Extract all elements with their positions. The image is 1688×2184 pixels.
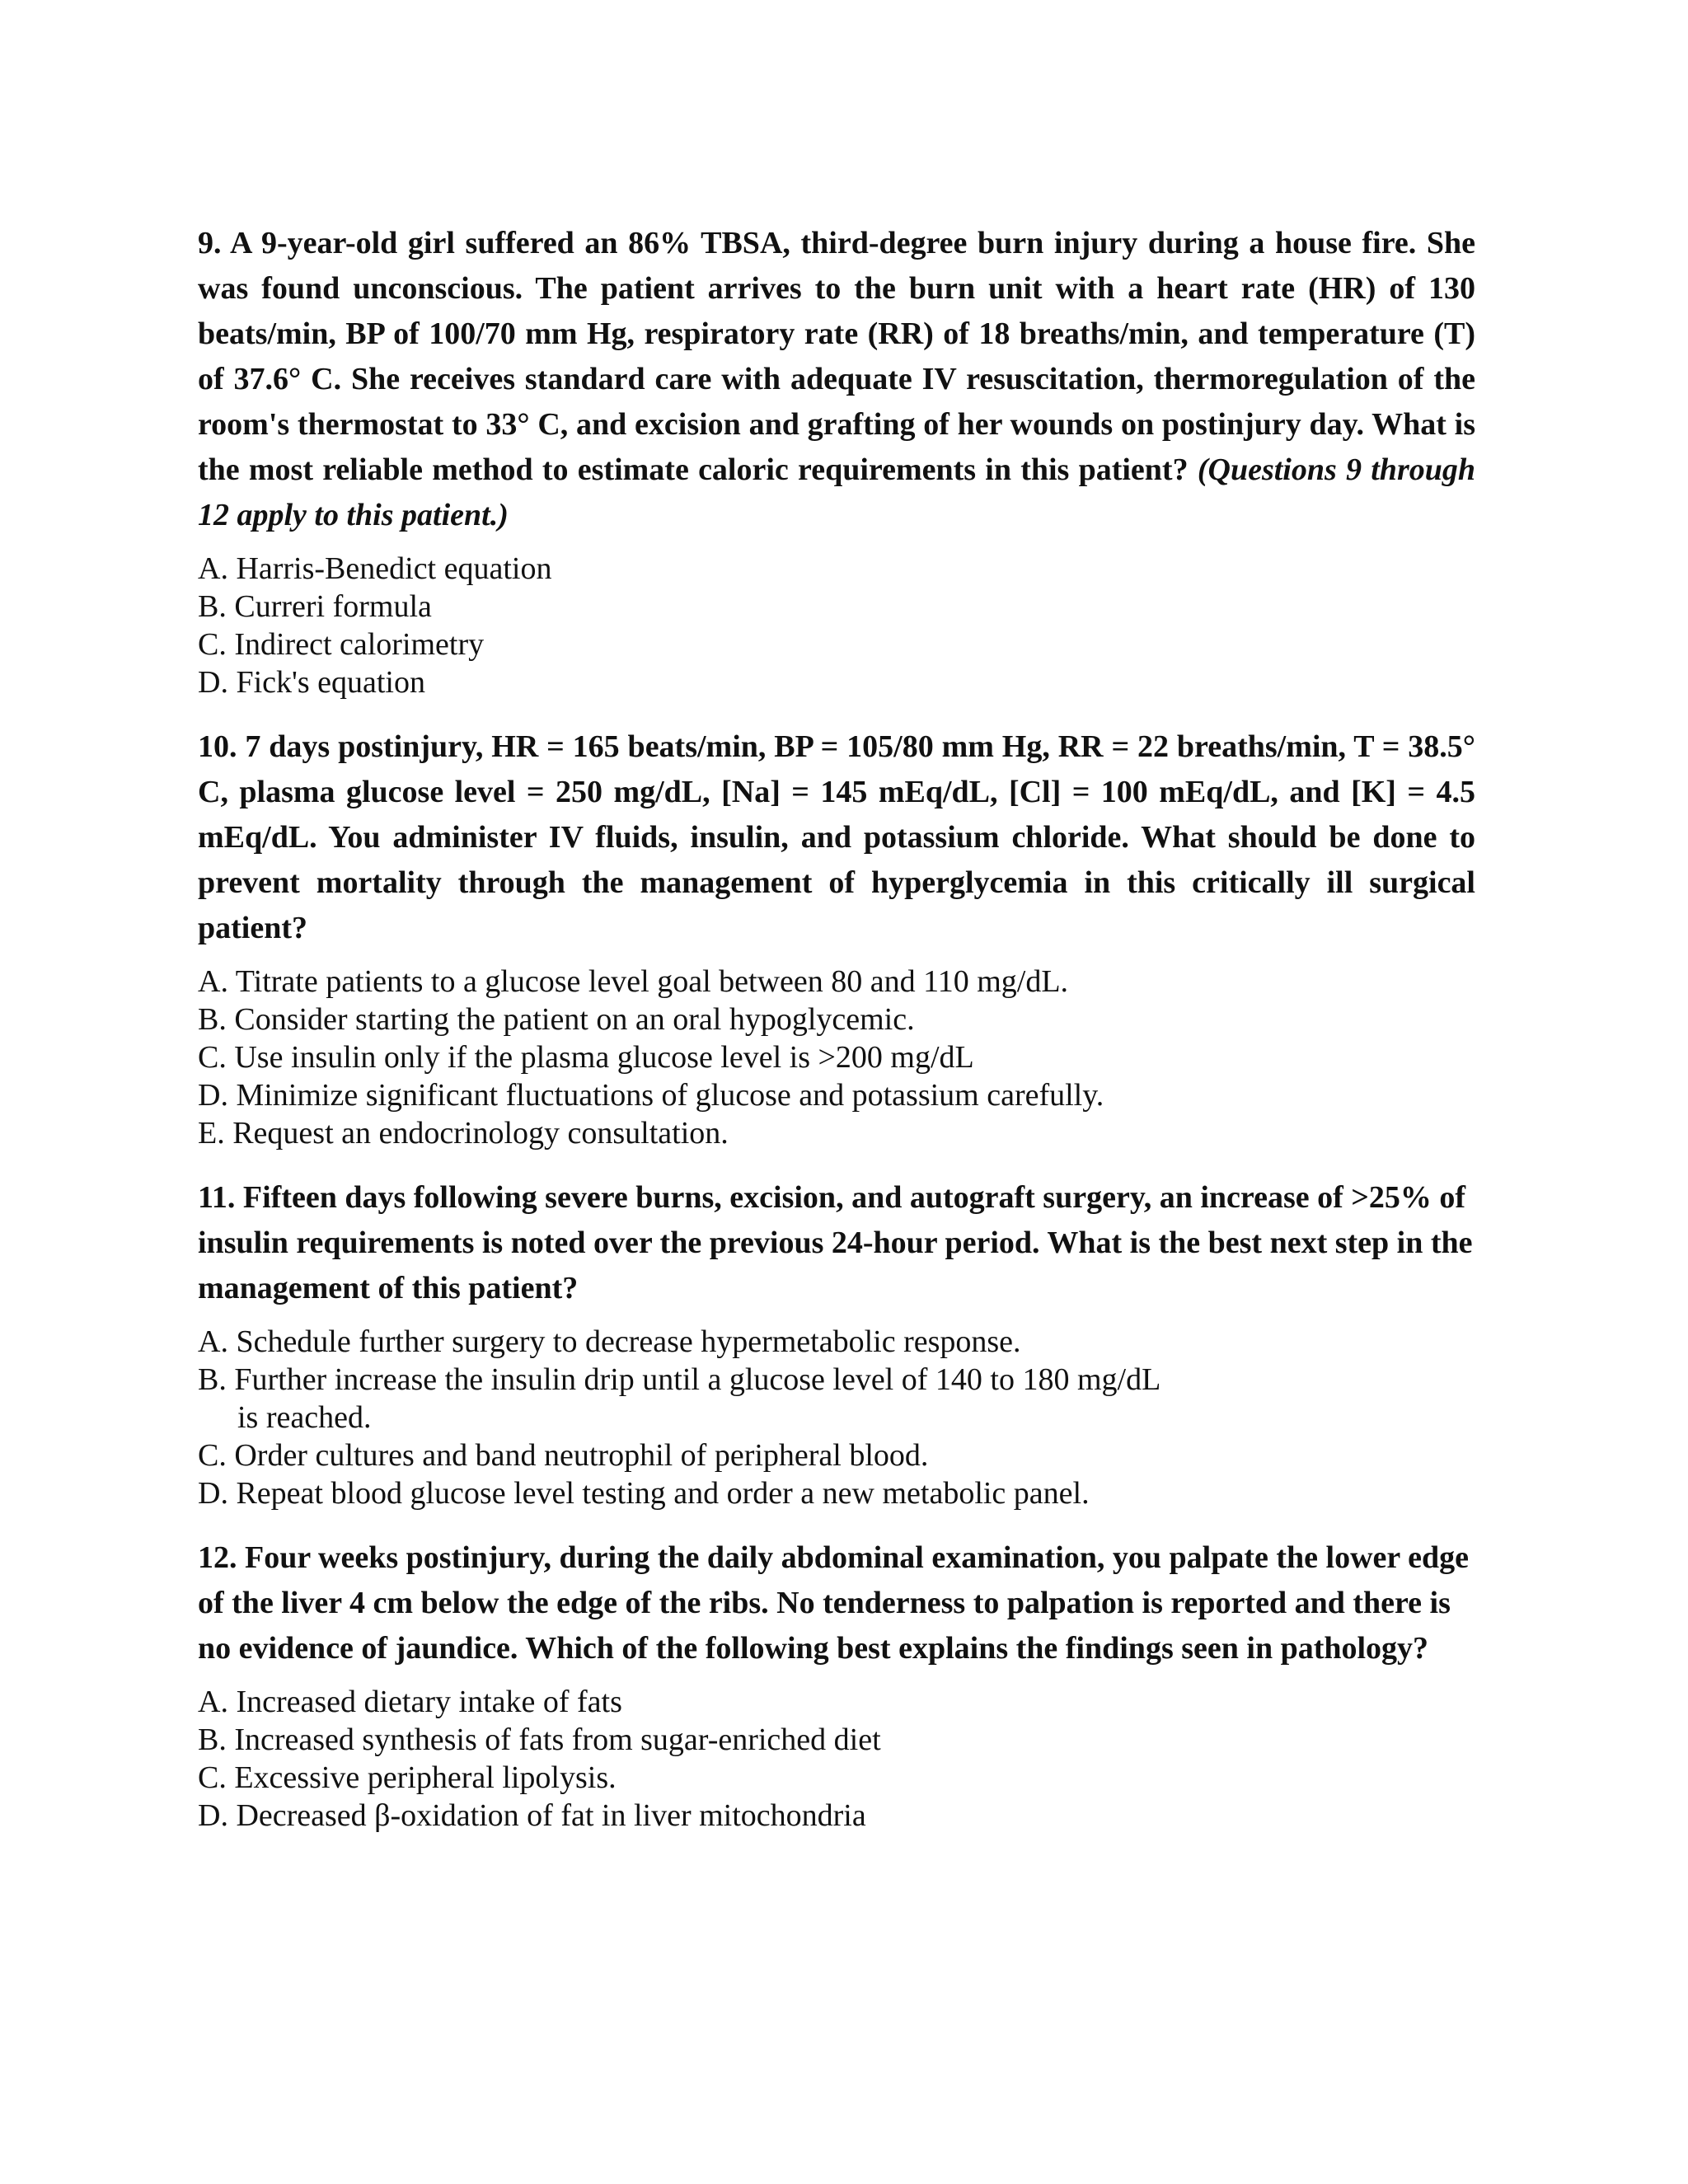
answer-options (198, 1683, 1475, 1835)
question-text: A 9-year-old girl suffered an 86% TBSA, third-degree burn injury during a house fire. She was found unconscious. The patient arrives to the burn unit with a heart rate (HR) of 130 beats/min, BP of 100/70 mm Hg, respiratory rate (RR) of 18 breaths/min, and temperature (T) of 37.6° C. She receives standard care with adequate IV resuscitation, thermoregulation of the room's thermostat to 33° C, and excision and grafting of her wounds on postinjury day. What is the most reliable method to estimate caloric requirements in this patient? (198, 226, 1475, 487)
answer-option: A. Schedule further surgery to decrease hypermetabolic response. (198, 1324, 1021, 1359)
answer-option: D. Repeat blood glucose level testing and order a new metabolic panel. (198, 1476, 1090, 1511)
answer-option: C. Order cultures and band neutrophil of peripheral blood. (198, 1438, 929, 1473)
question-9 (198, 221, 1475, 701)
question-stem (198, 1535, 1475, 1671)
question-12 (198, 1535, 1475, 1835)
answer-option: C. Excessive peripheral lipolysis. (198, 1760, 617, 1795)
question-number: 10. (198, 729, 237, 764)
answer-option: E. Request an endocrinology consultation. (198, 1116, 729, 1151)
answer-option: D. Minimize significant fluctuations of glucose and potassium carefully. (198, 1078, 1104, 1113)
question-stem (198, 1175, 1475, 1311)
question-number: 9. (198, 226, 222, 260)
question-10 (198, 724, 1475, 1152)
answer-option-text: B. Further increase the insulin drip until a glucose level of 140 to 180 mg/dL (198, 1362, 1161, 1397)
answer-options (198, 963, 1475, 1152)
question-stem (198, 724, 1475, 951)
answer-option: B. Increased synthesis of fats from sugar-enriched diet (198, 1722, 881, 1757)
answer-option: B. Consider starting the patient on an oral hypoglycemic. (198, 1002, 915, 1037)
answer-option: D. Fick's equation (198, 665, 425, 700)
answer-option: C. Indirect calorimetry (198, 627, 485, 662)
question-stem (198, 221, 1475, 538)
question-number: 12. (198, 1540, 237, 1575)
document-page (198, 221, 1475, 1835)
answer-option (198, 1361, 1475, 1436)
answer-option: B. Curreri formula (198, 589, 432, 624)
answer-option: D. Decreased β-oxidation of fat in liver mitochondria (198, 1798, 866, 1833)
question-note: (Questions 9 through 12 apply to this patient.) (198, 452, 1475, 532)
answer-option: A. Titrate patients to a glucose level goal between 80 and 110 mg/dL. (198, 964, 1069, 999)
question-text: Four weeks postinjury, during the daily abdominal examination, you palpate the lower edge of the liver 4 cm below the edge of the ribs. No tenderness to palpation is reported and there is no evidence of jaundice. Which of the following best explains the findings seen in pathology? (198, 1540, 1469, 1666)
answer-option: C. Use insulin only if the plasma glucose level is >200 mg/dL (198, 1040, 974, 1075)
question-number: 11. (198, 1180, 236, 1215)
answer-option-continuation: is reached. (237, 1400, 372, 1435)
answer-option: A. Increased dietary intake of fats (198, 1685, 622, 1719)
answer-options (198, 1323, 1475, 1512)
question-11 (198, 1175, 1475, 1512)
question-text: 7 days postinjury, HR = 165 beats/min, BP = 105/80 mm Hg, RR = 22 breaths/min, T = 38.5° C, plasma glucose level = 250 mg/dL, [Na] = 145 mEq/dL, [Cl] = 100 mEq/dL, and [K] = 4.5 mEq/dL. You administer IV fluids, insulin, and potassium chloride. What should be done to prevent mortality through the management of hyperglycemia in this critically ill surgical patient? (198, 729, 1476, 945)
answer-options (198, 550, 1475, 701)
answer-option: A. Harris-Benedict equation (198, 551, 552, 586)
question-text: Fifteen days following severe burns, excision, and autograft surgery, an increase of >25% of insulin requirements is noted over the previous 24-hour period. What is the best next step in the management of this patient? (198, 1180, 1473, 1305)
